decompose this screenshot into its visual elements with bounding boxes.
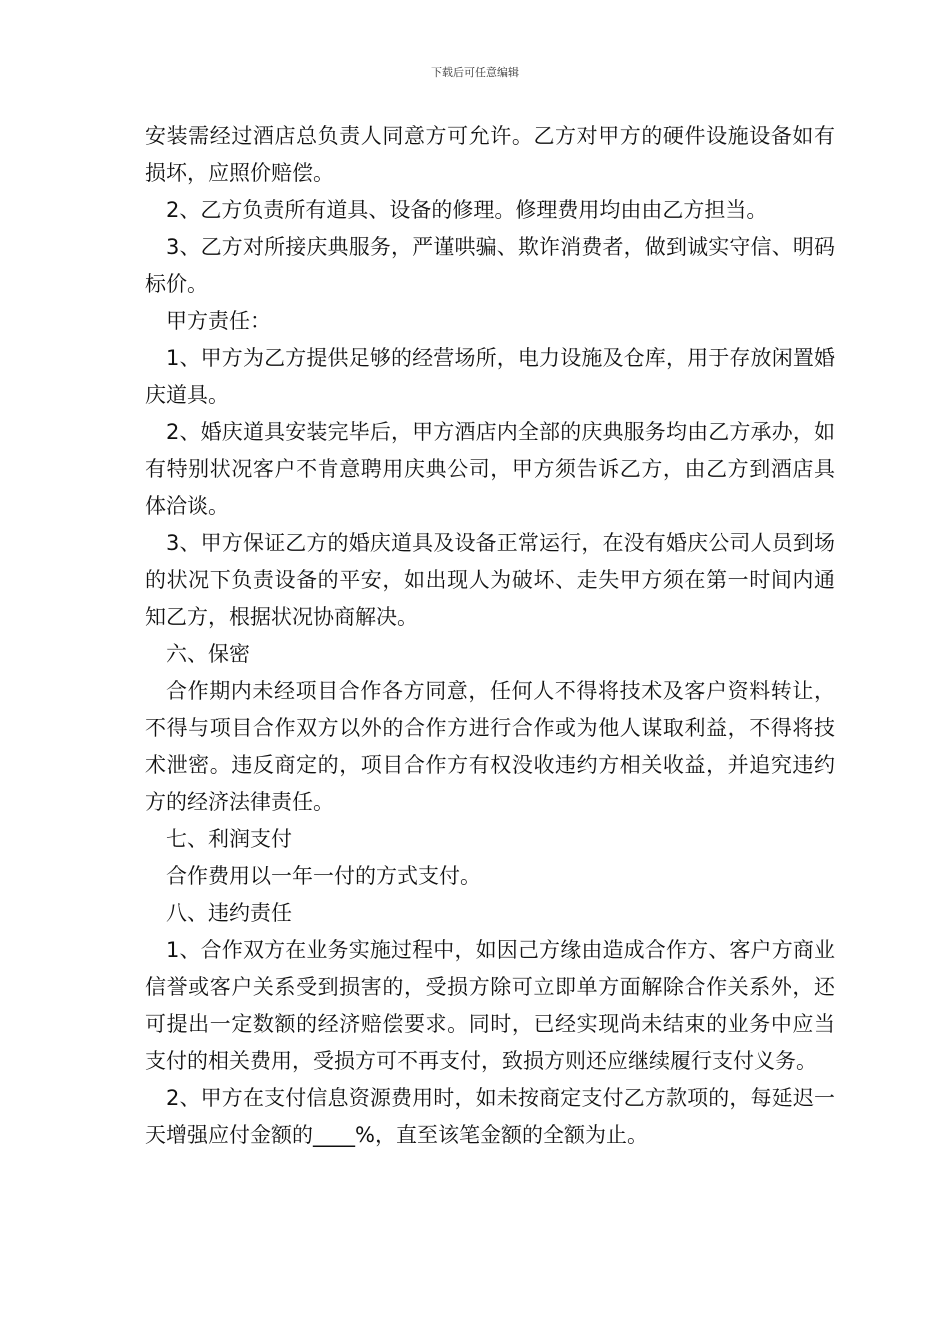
paragraph: 3、乙方对所接庆典服务，严谨哄骗、欺诈消费者，做到诚实守信、明码标价。 — [145, 235, 835, 296]
paragraph: 1、甲方为乙方提供足够的经营场所，电力设施及仓库，用于存放闲置婚庆道具。 — [145, 346, 835, 407]
section-heading: 六、保密 — [166, 642, 250, 666]
section-heading: 八、违约责任 — [166, 901, 292, 925]
document-body — [145, 118, 835, 1154]
paragraph: 3、甲方保证乙方的婚庆道具及设备正常运行，在没有婚庆公司人员到场的状况下负责设备的平安，如出现人为破坏、走失甲方须在第一时间内通知乙方，根据状况协商解决。 — [145, 531, 835, 629]
paragraph: 合作期内未经项目合作各方同意，任何人不得将技术及客户资料转让，不得与项目合作双方以外的合作方进行合作或为他人谋取利益，不得将技术泄密。违反商定的，项目合作方有权没收违约方相关收益，并追究违约方的经济法律责任。 — [145, 679, 835, 814]
paragraph: 2、婚庆道具安装完毕后，甲方酒店内全部的庆典服务均由乙方承办，如有特别状况客户不肯意聘用庆典公司，甲方须告诉乙方，由乙方到酒店具体洽谈。 — [145, 420, 835, 518]
section-heading: 甲方责任： — [166, 309, 271, 333]
paragraph: 安装需经过酒店总负责人同意方可允许。乙方对甲方的硬件设施设备如有损坏，应照价赔偿。 — [145, 124, 835, 185]
section-heading: 七、利润支付 — [166, 827, 292, 851]
paragraph: 1、合作双方在业务实施过程中，如因己方缘由造成合作方、客户方商业信誉或客户关系受到损害的，受损方除可立即单方面解除合作关系外，还可提出一定数额的经济赔偿要求。同时，已经实现尚未结束的业务中应当支付的相关费用，受损方可不再支付，致损方则还应继续履行支付义务。 — [145, 938, 835, 1073]
page-header: 下载后可任意编辑 — [431, 66, 519, 79]
paragraph: 2、乙方负责所有道具、设备的修理。修理费用均由由乙方担当。 — [166, 198, 768, 222]
paragraph: 2、甲方在支付信息资源费用时，如未按商定支付乙方款项的，每延迟一天增强应付金额的____%，直至该笔金额的全额为止。 — [145, 1086, 835, 1147]
paragraph: 合作费用以一年一付的方式支付。 — [166, 864, 481, 888]
